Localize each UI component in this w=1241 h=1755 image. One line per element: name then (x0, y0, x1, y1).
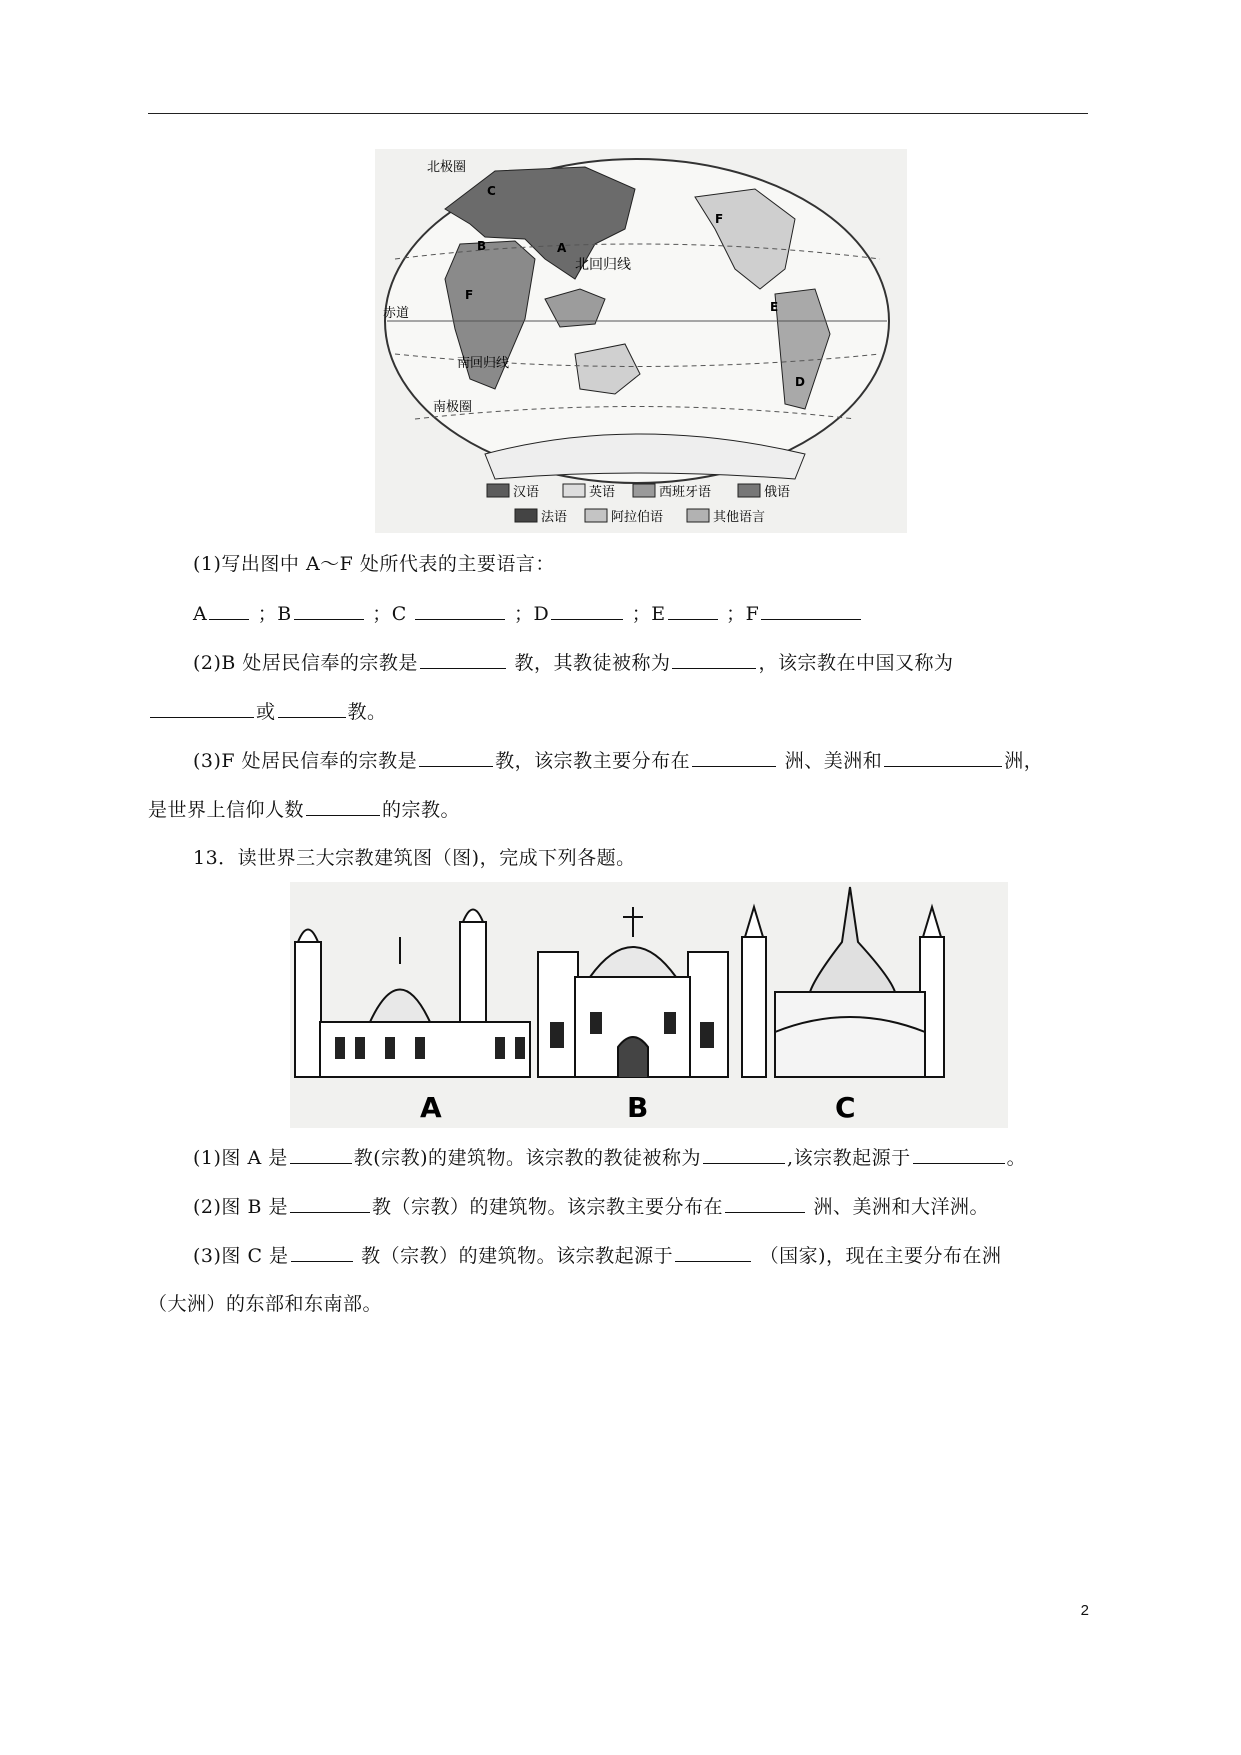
q1-prompt: (1)写出图中 A～F 处所代表的主要语言： (193, 553, 555, 575)
blank-q3-rank[interactable] (306, 797, 380, 816)
blank-13-1-religion[interactable] (290, 1145, 352, 1164)
pagoda-drawing (742, 887, 944, 1077)
tropic-cancer-label: 北回归线 (575, 257, 631, 273)
blank-q2-name2[interactable] (278, 699, 346, 718)
q13-p3-line1: (3)图 C 是 教（宗教）的建筑物。该宗教起源于 （国家)，现在主要分布在洲 (193, 1245, 1002, 1267)
q2-line2: 或 教。 (148, 699, 387, 724)
q13-title: 13．读世界三大宗教建筑图（图)，完成下列各题。 (193, 847, 636, 869)
blank-13-3-country[interactable] (675, 1243, 751, 1262)
blank-q2-religion[interactable] (420, 650, 506, 669)
svg-text:阿拉伯语: 阿拉伯语 (611, 510, 664, 525)
figure-label-b: B (627, 1091, 649, 1124)
svg-text:西班牙语: 西班牙语 (659, 485, 712, 500)
mosque-drawing (295, 910, 530, 1078)
map-legend (487, 484, 790, 525)
q13-p1: (1)图 A 是 教(宗教)的建筑物。该宗教的教徒被称为 ,该宗教起源于 。 (193, 1147, 1027, 1169)
map-letter-b: B (477, 239, 487, 253)
blank-13-2-continent[interactable] (725, 1194, 805, 1213)
blank-q2-followers[interactable] (672, 650, 756, 669)
q3-line1: (3)F 处居民信奉的宗教是 教，该宗教主要分布在 洲、美洲和 洲， (193, 750, 1044, 772)
blank-f[interactable] (761, 601, 861, 620)
map-letter-a: A (557, 241, 567, 255)
map-letter-e: E (770, 300, 779, 314)
map-letter-f-africa: F (465, 288, 474, 302)
page-number: 2 (1080, 1602, 1089, 1619)
map-letter-f-america: F (715, 212, 724, 226)
figure-label-c: C (835, 1091, 856, 1124)
blank-a[interactable] (209, 601, 249, 620)
blank-q3-religion[interactable] (419, 748, 493, 767)
blank-b[interactable] (294, 601, 364, 620)
blank-13-3-religion[interactable] (291, 1243, 353, 1262)
q1-answers: A ；B ；C ；D ；E ；F (193, 601, 863, 626)
svg-text:法语: 法语 (541, 510, 568, 525)
blank-13-2-religion[interactable] (290, 1194, 370, 1213)
q2-line1: (2)B 处居民信奉的宗教是 教，其教徒被称为 ，该宗教在中国又称为 (193, 652, 954, 674)
q3-line2: 是世界上信仰人数 的宗教。 (148, 799, 461, 821)
svg-text:其他语言: 其他语言 (713, 510, 766, 525)
blank-c[interactable] (415, 601, 505, 620)
south-polar-label: 南极圈 (433, 400, 473, 415)
equator-label: 赤道 (383, 306, 410, 321)
church-drawing (538, 907, 728, 1077)
svg-text:俄语: 俄语 (764, 485, 791, 500)
blank-q2-name1[interactable] (150, 699, 254, 718)
blank-13-1-origin[interactable] (913, 1145, 1005, 1164)
svg-text:汉语: 汉语 (513, 485, 540, 500)
map-letter-c: C (487, 184, 496, 198)
header-rule (148, 113, 1088, 114)
blank-q3-continent2[interactable] (884, 748, 1002, 767)
map-letter-d: D (795, 375, 805, 389)
blank-e[interactable] (668, 601, 718, 620)
tropic-capricorn-label: 南回归线 (457, 356, 510, 371)
q13-p3-line2: （大洲）的东部和东南部。 (148, 1293, 383, 1315)
world-language-map (375, 149, 907, 533)
svg-text:英语: 英语 (589, 485, 616, 500)
religious-buildings-figure (290, 882, 1008, 1128)
figure-label-a: A (420, 1091, 442, 1124)
north-polar-label: 北极圈 (427, 160, 467, 175)
blank-13-1-followers[interactable] (703, 1145, 785, 1164)
q13-p2: (2)图 B 是 教（宗教）的建筑物。该宗教主要分布在 洲、美洲和大洋洲。 (193, 1196, 990, 1218)
blank-q3-continent1[interactable] (692, 748, 776, 767)
blank-d[interactable] (551, 601, 623, 620)
